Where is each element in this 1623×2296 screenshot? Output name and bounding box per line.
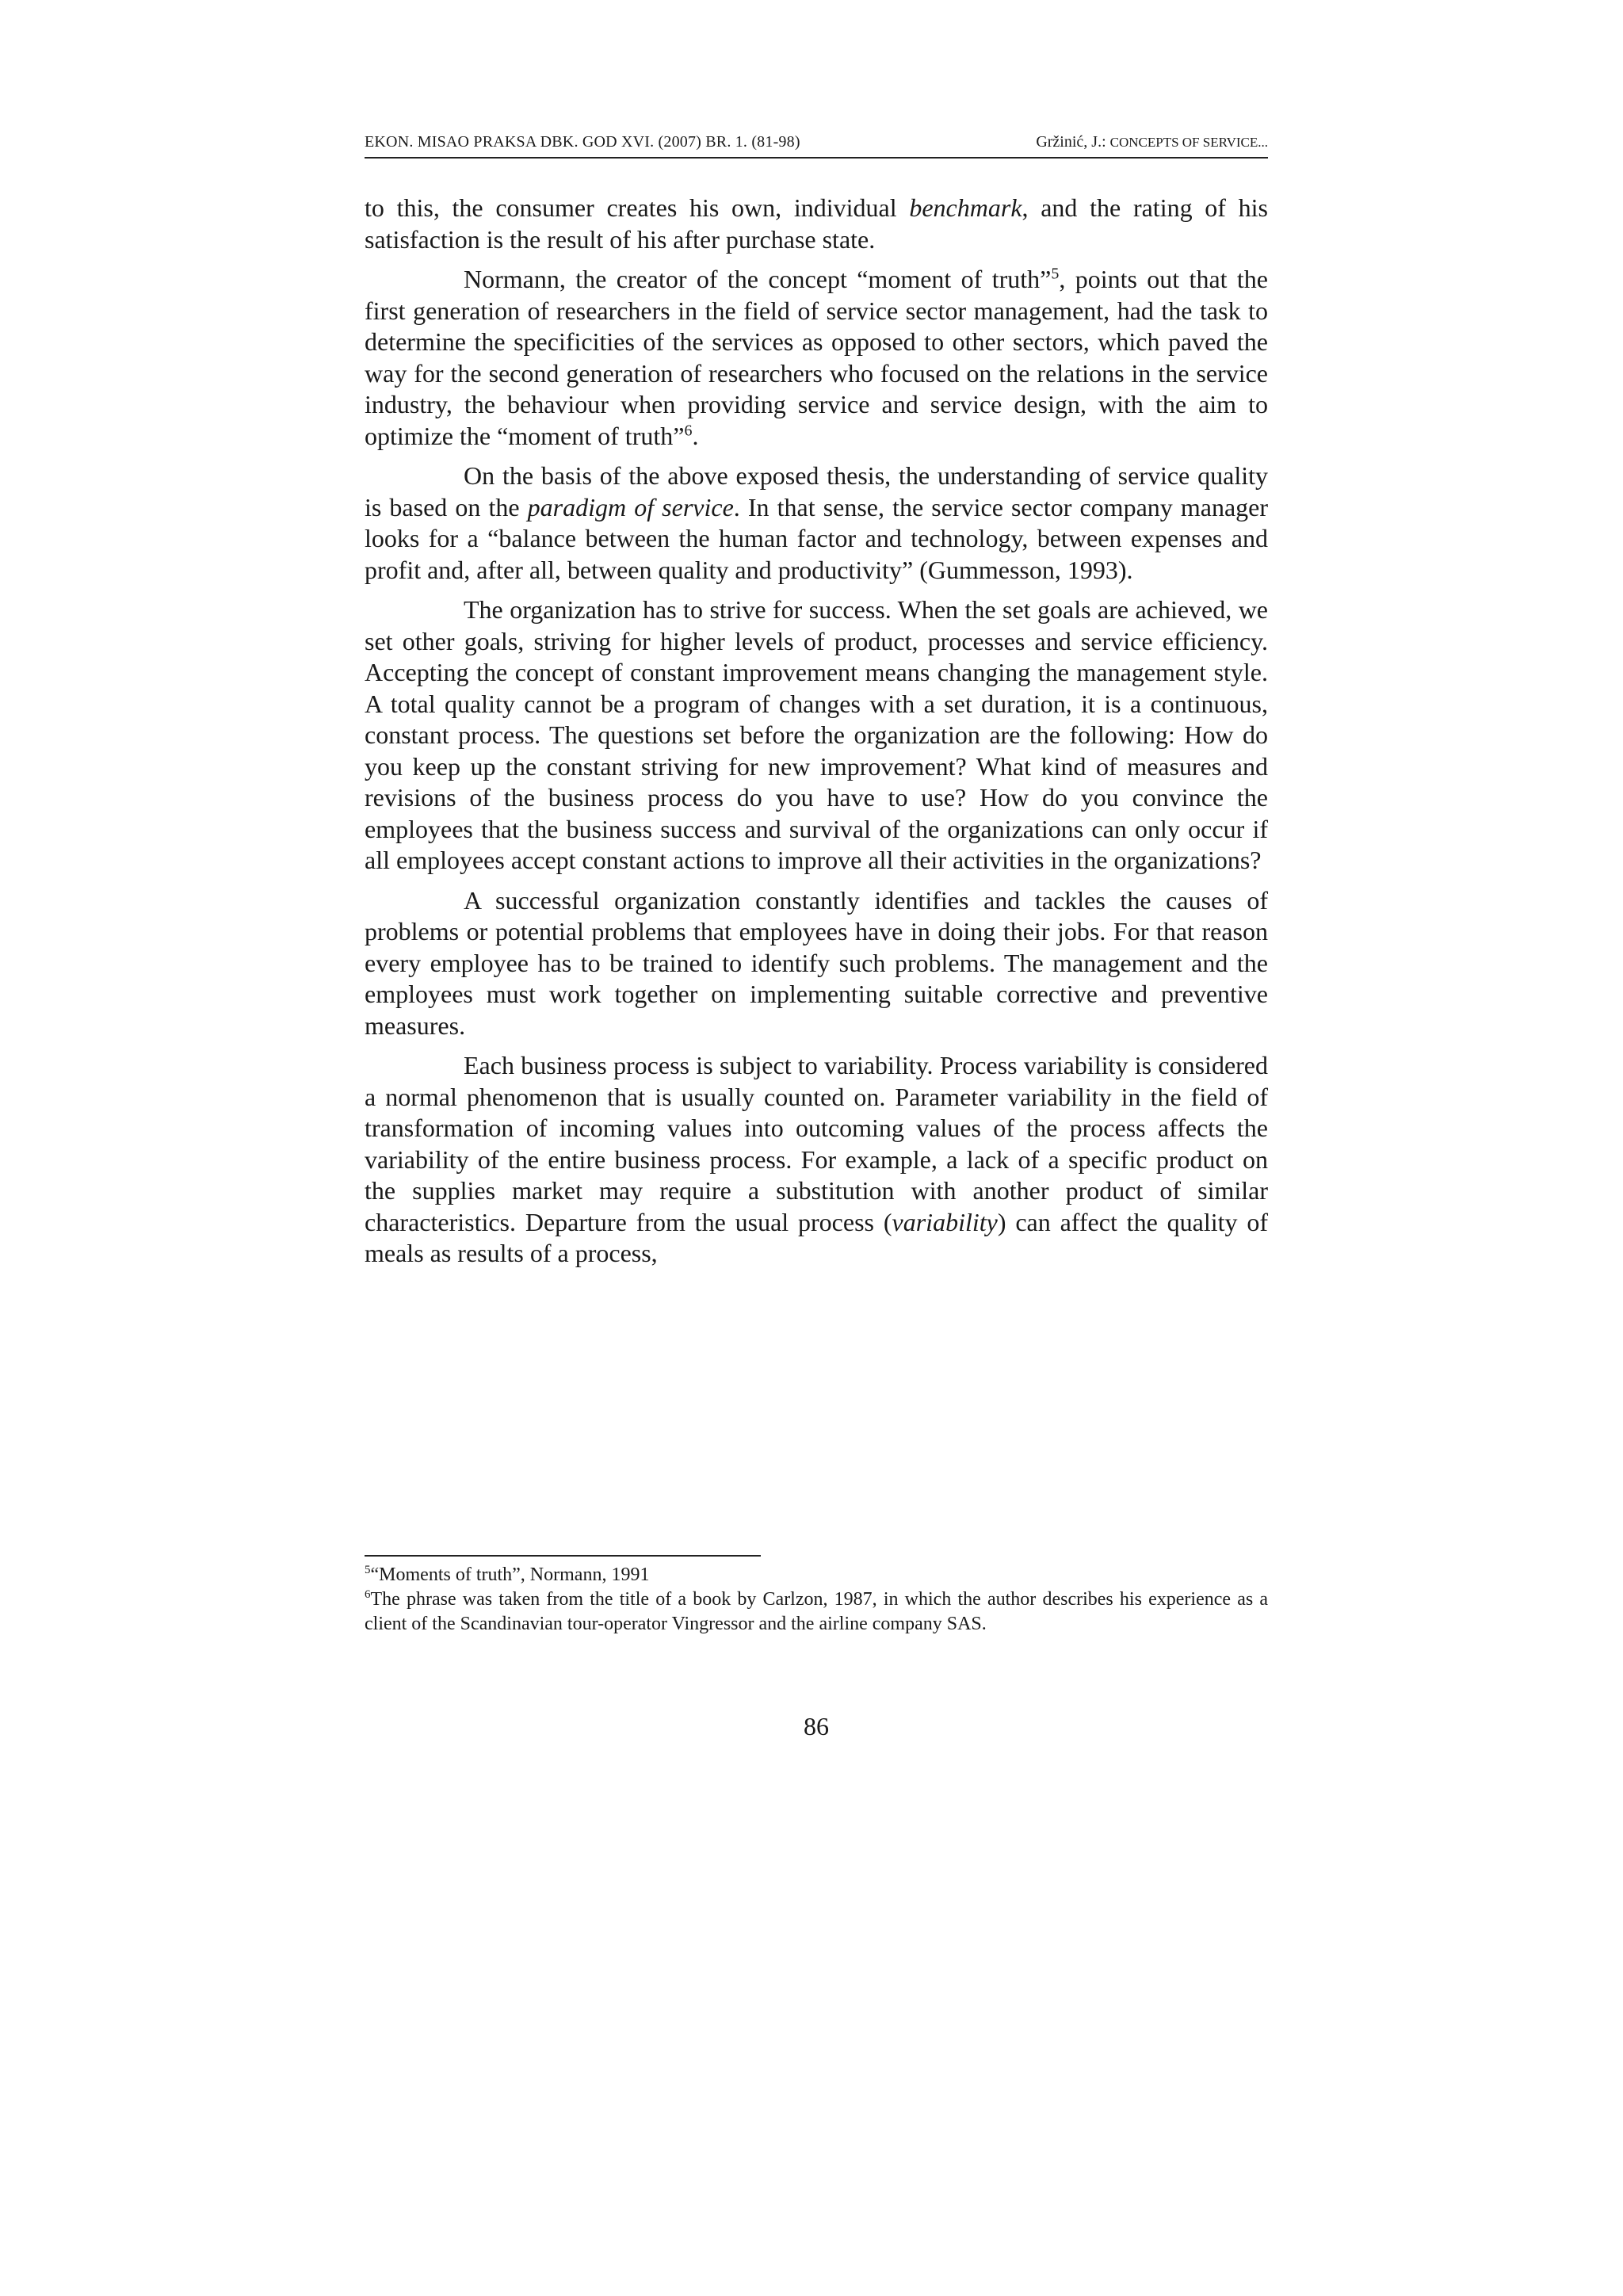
paragraph-2-text-a: Normann, the creator of the concept “moment of truth” [464,265,1052,293]
footnote-text: “Moments of truth”, Normann, 1991 [370,1564,650,1585]
paragraph-6-text-a: Each business process is subject to variability. Process variability is considered a normal phenomenon that is usually counted on. Parameter variability in the field of transformation of incoming values into outcoming values of the process affects the variability of the entire business process. For example, a lack of a specific product on the supplies market may require a substitution with another product of similar characteristics. Departure from the usual process ( [365,1051,1268,1236]
paragraph-1 [365,193,1268,255]
paragraph-1-text-c: , and the rating of his satisfaction is the result of his after purchase state. [365,193,1269,254]
paragraph-1-text-a: to this, the consumer creates his own, individual [365,193,910,222]
running-title: CONCEPTS OF SERVICE... [1109,135,1268,150]
footnote-text: The phrase was taken from the title of a book by Carlzon, 1987, in which the author describes his experience as a client of the Scandinavian tour-operator Vingressor and the airline company SAS. [365,1589,1268,1634]
body-text [365,193,1268,1278]
footnote-mark: 6 [365,1588,371,1601]
paragraph-6-emphasis: variability [892,1207,998,1236]
paragraph-1-emphasis: benchmark [909,193,1022,222]
paragraph-6-text-c: ) can affect the quality of meals as results of a process, [365,1207,1269,1267]
paragraph-5: A successful organization constantly identifies and tackles the causes of problems or potential problems that employees have in doing their jobs. For that reason every employee has to be trained to identify such problems. The management and the employees must work together on implementing suitable corrective and preventive measures. [365,885,1268,1040]
paragraph-4: The organization has to strive for success. When the set goals are achieved, we set other goals, striving for higher levels of product, processes and service efficiency. Accepting the concept of constant improvement means changing the management style. A total quality cannot be a program of changes with a set duration, it is a continuous, constant process. The questions set before the organization are the following: How do you keep up the constant striving for new improvement? What kind of measures and revisions of the business process do you have to use? How do you convince the employees that the business success and survival of the organizations can only occur if all employees accept constant actions to improve all their activities in the organizations? [365,595,1268,874]
footnote-mark: 5 [365,1564,371,1576]
paragraph-2-text-b: , points out that the first generation of researchers in the field of service sector management, had the task to determine the specificities of the services as opposed to other sectors, which paved the way for the second generation of researchers who focused on the relations in the service industry, the behaviour when providing service and service design, with the aim to optimize the “moment of truth” [365,265,1268,450]
footnote-ref-5[interactable]: 5 [1051,265,1060,283]
footnote-separator [365,1555,761,1557]
footnote-6 [365,1587,1268,1637]
footnote-ref-6[interactable]: 6 [684,421,693,439]
footnotes [365,1563,1268,1637]
paragraph-6 [365,1050,1268,1270]
article-running-title [1036,133,1268,151]
paragraph-3 [365,460,1268,586]
paragraph-3-text-a: On the basis of the above exposed thesis, the understanding of service quality is based on the [365,461,1268,521]
paragraph-2-text-c: . [692,421,699,450]
page-number: 86 [804,1712,829,1740]
paragraph-2 [365,264,1268,452]
journal-citation: EKON. MISAO PRAKSA DBK. GOD XVI. (2007) BR. 1. (81-98) [365,133,800,151]
footnote-5 [365,1563,1268,1587]
running-author: Gržinić, J.: [1036,133,1110,151]
paragraph-3-emphasis: paradigm of service [527,492,734,521]
running-header [365,133,1268,159]
document-page [365,0,1268,2296]
paragraph-3-text-c: . In that sense, the service sector company manager looks for a “balance between the human factor and technology, between expenses and profit and, after all, between quality and productivity” (Gummesson, 1993). [365,492,1269,584]
